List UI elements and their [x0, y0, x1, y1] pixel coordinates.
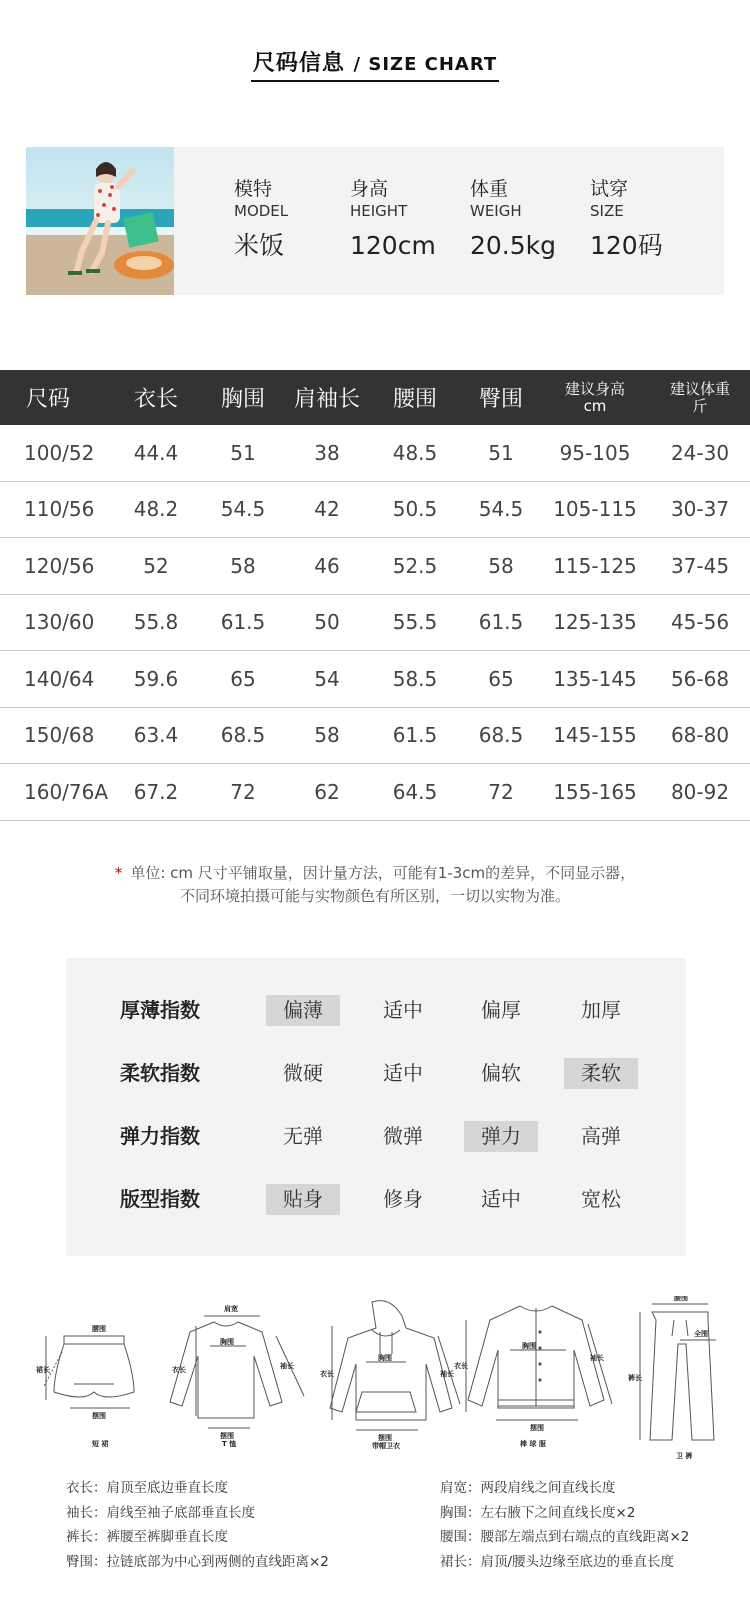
title-zh: 尺码信息	[252, 51, 345, 76]
header-suggest-height: 建议身高 cm	[540, 370, 650, 425]
tshirt-label-length: 衣长	[172, 1366, 186, 1374]
baseball-caption: 棒 球 服	[520, 1440, 546, 1448]
definition-item: 袖长：肩线至袖子底部垂直长度	[66, 1504, 255, 1521]
fabric-index-option-selected: 贴身	[266, 1184, 340, 1215]
definition-item: 腰围：腰部左端点到右端点的直线距离×2	[440, 1529, 690, 1545]
measure-cell: 54	[286, 651, 368, 708]
pants-label-hip: 全围	[694, 1330, 708, 1338]
measure-cell: 48.2	[112, 481, 200, 538]
fabric-index-label: 厚薄指数	[120, 998, 200, 1022]
definition-item: 臀围：拉链底部为中心到两侧的直线距离×2	[66, 1553, 329, 1570]
definition-item: 衣长：肩顶至底边垂直长度	[66, 1480, 228, 1496]
size-cell: 120/56	[0, 538, 112, 595]
title-en: / SIZE CHART	[353, 54, 498, 75]
note-line-2: 不同环境拍摄可能与实物颜色有所区别，一切以实物为准。	[179, 887, 570, 905]
measure-cell: 61.5	[368, 707, 462, 764]
skirt-label-length: 裙长	[36, 1366, 50, 1374]
pants-label-length: 裤长	[628, 1374, 642, 1382]
hoodie-label-chest: 胸围	[378, 1354, 392, 1362]
fabric-index-option: 加厚	[581, 998, 621, 1022]
measure-cell: 65	[462, 651, 540, 708]
measure-cell: 65	[200, 651, 286, 708]
table-row	[0, 481, 750, 538]
tshirt-label-chest: 胸围	[220, 1338, 234, 1346]
baseball-label-hem: 摆围	[530, 1424, 544, 1432]
header-waist: 腰围	[368, 370, 462, 425]
pants-caption: 卫 裤	[676, 1452, 693, 1460]
header-suggest-weight: 建议体重 斤	[650, 370, 750, 425]
hoodie-caption: 带帽卫衣	[372, 1442, 400, 1450]
hoodie-diagram	[320, 1301, 460, 1450]
measure-cell: 52.5	[368, 538, 462, 595]
page-title	[0, 46, 750, 82]
measure-cell: 55.5	[368, 594, 462, 651]
fabric-index-row	[66, 1118, 686, 1154]
measure-cell: 51	[462, 425, 540, 481]
measure-cell: 61.5	[462, 594, 540, 651]
tshirt-label-shoulder: 肩宽	[224, 1305, 238, 1313]
fabric-index-option: 高弹	[581, 1124, 621, 1148]
fabric-index-row	[66, 1055, 686, 1091]
model-col-model: 模特 MODEL 米饭	[234, 178, 289, 260]
pants-diagram	[628, 1296, 716, 1460]
measure-cell: 46	[286, 538, 368, 595]
baseball-label-sleeve: 袖长	[590, 1354, 604, 1362]
measure-cell: 80-92	[650, 764, 750, 821]
note-star: *	[114, 864, 123, 882]
skirt-label-hem: 摆围	[92, 1412, 106, 1420]
measure-cell: 72	[462, 764, 540, 821]
fabric-index-option: 偏软	[481, 1061, 521, 1085]
fabric-index-panel	[66, 958, 686, 1256]
definitions-left	[66, 1476, 329, 1574]
size-cell: 150/68	[0, 707, 112, 764]
definition-item: 裤长：裤腰至裤脚垂直长度	[66, 1529, 228, 1545]
measure-cell: 51	[200, 425, 286, 481]
fabric-index-option: 微硬	[283, 1061, 323, 1085]
measure-cell: 56-68	[650, 651, 750, 708]
measure-cell: 58.5	[368, 651, 462, 708]
fabric-index-option: 适中	[383, 998, 423, 1022]
fabric-index-option: 适中	[481, 1187, 521, 1211]
measure-cell: 52	[112, 538, 200, 595]
model-col-weight: 体重 WEIGH 20.5kg	[470, 178, 557, 260]
measure-cell: 68.5	[462, 707, 540, 764]
tshirt-label-hem: 摆围	[220, 1432, 234, 1440]
model-col-height: 身高 HEIGHT 120cm	[350, 178, 436, 260]
measure-cell: 145-155	[540, 707, 650, 764]
measure-cell: 115-125	[540, 538, 650, 595]
measure-cell: 50	[286, 594, 368, 651]
table-row	[0, 538, 750, 595]
measure-cell: 63.4	[112, 707, 200, 764]
measure-cell: 58	[286, 707, 368, 764]
fabric-index-option-selected: 弹力	[464, 1121, 538, 1152]
model-info-card	[26, 147, 724, 295]
table-row	[0, 707, 750, 764]
fabric-index-label: 版型指数	[120, 1187, 200, 1211]
fabric-index-row	[66, 1181, 686, 1217]
fabric-index-option-selected: 柔软	[564, 1058, 638, 1089]
measure-cell: 62	[286, 764, 368, 821]
fabric-index-option: 微弹	[383, 1124, 423, 1148]
baseball-jacket-diagram	[454, 1306, 612, 1448]
hoodie-label-sleeve: 袖长	[440, 1370, 454, 1378]
table-row	[0, 764, 750, 821]
model-col-size: 试穿 SIZE 120码	[590, 178, 663, 260]
measure-cell: 58	[462, 538, 540, 595]
measure-cell: 54.5	[200, 481, 286, 538]
definition-item: 肩宽：两段肩线之间直线长度	[440, 1480, 616, 1496]
definition-item: 裙长：肩顶/腰头边缘至底边的垂直长度	[440, 1553, 675, 1570]
skirt-diagram	[35, 1324, 134, 1448]
measure-cell: 38	[286, 425, 368, 481]
measure-cell: 48.5	[368, 425, 462, 481]
header-length: 衣长	[112, 370, 200, 425]
fabric-index-option: 偏厚	[481, 998, 521, 1022]
skirt-label-waist: 腰围	[92, 1325, 106, 1333]
size-cell: 130/60	[0, 594, 112, 651]
measure-cell: 24-30	[650, 425, 750, 481]
tshirt-diagram	[170, 1304, 304, 1448]
garment-diagrams	[0, 1296, 750, 1466]
baseball-label-length: 衣长	[454, 1362, 468, 1370]
fabric-index-row	[66, 992, 686, 1028]
measure-cell: 61.5	[200, 594, 286, 651]
header-sleeve: 肩袖长	[286, 370, 368, 425]
table-row	[0, 651, 750, 708]
header-chest: 胸围	[200, 370, 286, 425]
fabric-index-option: 修身	[383, 1187, 423, 1211]
fabric-index-option-selected: 偏薄	[266, 995, 340, 1026]
definitions-right	[440, 1476, 689, 1574]
fabric-index-label: 弹力指数	[120, 1124, 200, 1148]
pants-label-waist: 腰围	[674, 1296, 688, 1302]
measure-cell: 68.5	[200, 707, 286, 764]
size-cell: 100/52	[0, 425, 112, 481]
measure-cell: 64.5	[368, 764, 462, 821]
baseball-label-chest: 胸围	[522, 1342, 536, 1350]
tshirt-label-sleeve: 袖长	[280, 1362, 294, 1370]
measure-cell: 42	[286, 481, 368, 538]
size-cell: 140/64	[0, 651, 112, 708]
skirt-caption: 短 裙	[92, 1440, 109, 1448]
table-header-row	[0, 370, 750, 425]
size-cell: 110/56	[0, 481, 112, 538]
fabric-index-option: 无弹	[283, 1124, 323, 1148]
size-cell: 160/76A	[0, 764, 112, 821]
measure-cell: 95-105	[540, 425, 650, 481]
measure-cell: 45-56	[650, 594, 750, 651]
measure-cell: 125-135	[540, 594, 650, 651]
measure-cell: 54.5	[462, 481, 540, 538]
table-row	[0, 594, 750, 651]
measure-cell: 135-145	[540, 651, 650, 708]
measure-cell: 155-165	[540, 764, 650, 821]
fabric-index-option: 宽松	[581, 1187, 621, 1211]
definition-item: 胸围：左右腋下之间直线长度×2	[440, 1504, 636, 1521]
measure-cell: 67.2	[112, 764, 200, 821]
table-row	[0, 425, 750, 481]
measure-cell: 44.4	[112, 425, 200, 481]
measure-cell: 68-80	[650, 707, 750, 764]
hoodie-label-length: 衣长	[320, 1370, 334, 1378]
model-photo	[26, 147, 174, 295]
fabric-index-label: 柔软指数	[120, 1061, 200, 1085]
measure-cell: 55.8	[112, 594, 200, 651]
measure-cell: 58	[200, 538, 286, 595]
header-size: 尺码	[0, 370, 112, 425]
note-line-1: 单位: cm 尺寸平铺取量，因计量方法，可能有1-3cm的差异，不同显示器，	[130, 864, 636, 882]
measure-cell: 59.6	[112, 651, 200, 708]
tshirt-caption: T 恤	[222, 1440, 237, 1448]
measure-cell: 30-37	[650, 481, 750, 538]
hoodie-label-hem: 摆围	[378, 1434, 392, 1442]
measurement-note	[0, 862, 750, 908]
measure-cell: 105-115	[540, 481, 650, 538]
header-hip: 臀围	[462, 370, 540, 425]
measure-cell: 37-45	[650, 538, 750, 595]
size-table	[0, 370, 750, 821]
fabric-index-option: 适中	[383, 1061, 423, 1085]
measure-cell: 50.5	[368, 481, 462, 538]
measure-cell: 72	[200, 764, 286, 821]
